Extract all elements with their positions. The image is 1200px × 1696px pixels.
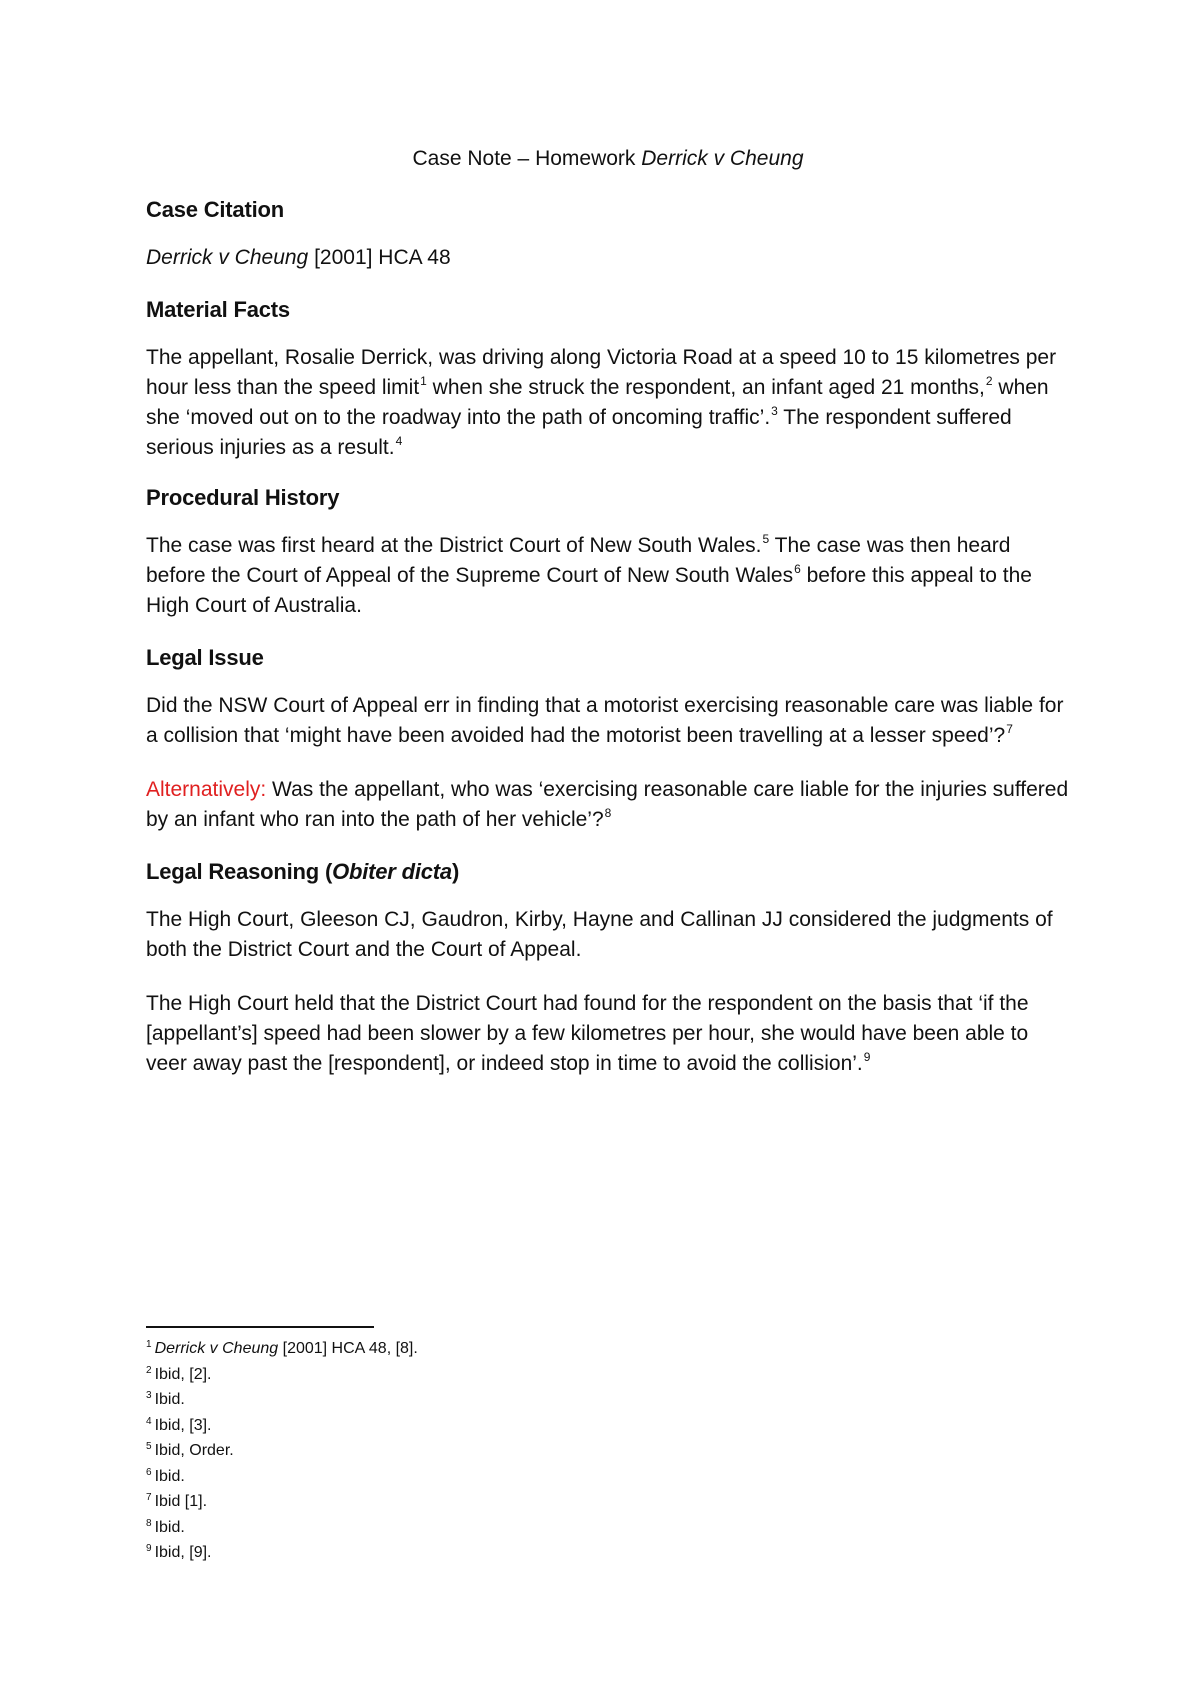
footnote-text: Ibid, [2]. [154, 1365, 212, 1383]
history-text-2: The case was then heard before the Court of Appeal of the Supreme Court of New South Wales [146, 534, 1011, 587]
issue-text: Did the NSW Court of Appeal err in finding that a motorist exercising reasonable care was liable for a collision that ‘might have been avoided had the motorist been travelling at a lesser speed’? [146, 694, 1064, 747]
footnote-ref-2[interactable]: 2 [985, 374, 993, 388]
facts-text-1: The appellant, Rosalie Derrick, was driving along Victoria Road at a speed 10 to 15 kilometres per hour less than the speed limit [146, 346, 1057, 399]
citation-case-name: Derrick v Cheung [146, 246, 309, 269]
footnote [146, 1489, 418, 1515]
issue-paragraph [146, 691, 1070, 751]
footnote [146, 1336, 418, 1362]
footnote-number: 4 [146, 1415, 152, 1427]
footnote [146, 1515, 418, 1541]
issue-alternative-paragraph [146, 775, 1070, 835]
footnote-number: 5 [146, 1441, 152, 1452]
footnote-text: Ibid, [3]. [154, 1416, 212, 1434]
history-text-1: The case was first heard at the District Court of New South Wales. [146, 534, 762, 557]
reasoning-heading-text: Legal Reasoning ( [146, 859, 333, 884]
citation-paragraph [146, 243, 1070, 273]
heading-legal-issue: Legal Issue [146, 645, 264, 670]
citation-reference: [2001] HCA 48 [308, 246, 451, 269]
heading-legal-reasoning [146, 859, 1070, 885]
footnote-separator [146, 1326, 374, 1328]
footnote-number: 3 [146, 1390, 152, 1401]
title-case-name: Derrick v Cheung [641, 147, 804, 170]
footnote [146, 1413, 418, 1439]
footnote-text: Ibid. [154, 1391, 185, 1408]
reasoning-heading-close: ) [451, 859, 460, 884]
footnote-ref-7[interactable]: 7 [1006, 722, 1013, 736]
alternative-text: Was the appellant, who was ‘exercising reasonable care liable for the injuries suffered by an infant who ran into the path of her vehicle’? [146, 778, 1069, 831]
footnote-number: 2 [146, 1364, 152, 1376]
alternatively-label: Alternatively: [146, 778, 267, 801]
heading-case-citation: Case Citation [146, 197, 284, 222]
footnote [146, 1438, 418, 1464]
footnote-text: Ibid [1]. [154, 1493, 208, 1510]
footnote-ref-1[interactable]: 1 [420, 374, 427, 388]
footnote-number: 9 [146, 1543, 152, 1554]
facts-text-2: when she struck the respondent, an infant aged 21 months, [426, 376, 985, 399]
footnote-text: Ibid. [154, 1518, 185, 1536]
history-paragraph [146, 531, 1070, 621]
reasoning-paragraph-2 [146, 989, 1070, 1079]
footnote-text: Ibid, [9]. [154, 1544, 212, 1561]
heading-material-facts: Material Facts [146, 297, 290, 322]
reasoning-paragraph-1: The High Court, Gleeson CJ, Gaudron, Kirby, Hayne and Callinan JJ considered the judgments of both the District Court and the Court of Appeal. [146, 908, 1053, 961]
footnote-ref-3[interactable]: 3 [771, 404, 778, 418]
footnote [146, 1362, 418, 1388]
footnote-ref-8[interactable]: 8 [604, 806, 612, 820]
facts-text-4: The respondent suffered serious injuries as a result. [146, 406, 1012, 459]
footnote-number: 6 [146, 1466, 152, 1478]
history-text-3: before this appeal to the High Court of Australia. [146, 564, 1032, 617]
footnote-ref-4[interactable]: 4 [395, 434, 403, 448]
facts-paragraph [146, 343, 1070, 463]
footnote-ref-6[interactable]: 6 [794, 562, 801, 576]
footnote [146, 1464, 418, 1490]
reasoning-text-2: The High Court held that the District Court had found for the respondent on the basis that ‘if the [appellant’s] speed had been slower by a few kilometres per hour, she would have been able to veer away past the [respondent], or indeed stop in time to avoid the collision’. [146, 992, 1029, 1075]
footnote-text: Ibid, Order. [154, 1442, 234, 1459]
heading-procedural-history: Procedural History [146, 485, 340, 510]
footnotes [146, 1336, 418, 1566]
footnote-number: 7 [146, 1492, 152, 1503]
footnote [146, 1387, 418, 1413]
reasoning-heading-italic: Obiter dicta [332, 859, 452, 884]
facts-text-3: when she ‘moved out on to the roadway into the path of oncoming traffic’. [146, 376, 1049, 429]
footnote-text: [2001] HCA 48, [8]. [278, 1340, 418, 1357]
footnote-ref-9[interactable]: 9 [863, 1050, 871, 1064]
footnote [146, 1540, 418, 1566]
footnote-number: 1 [146, 1339, 152, 1350]
page-title [146, 147, 1070, 171]
footnote-case-name: Derrick v Cheung [154, 1340, 279, 1357]
footnote-text: Ibid. [154, 1467, 185, 1485]
footnote-number: 8 [146, 1517, 152, 1529]
title-text: Case Note – Homework [412, 147, 642, 170]
footnote-ref-5[interactable]: 5 [762, 532, 770, 546]
